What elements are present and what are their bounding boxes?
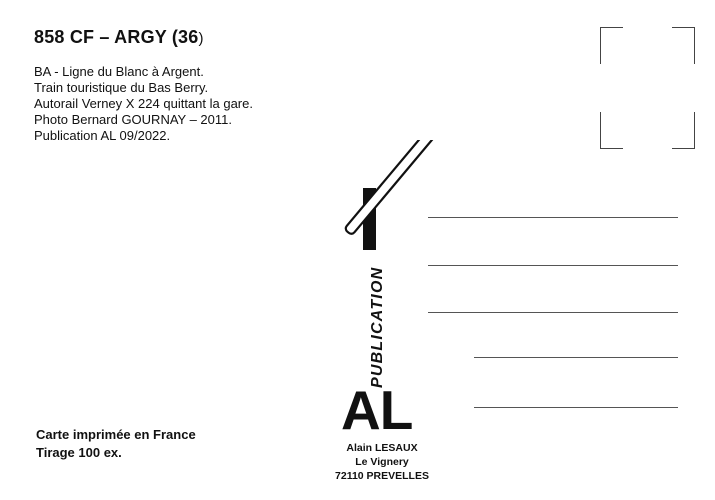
publisher-address	[318, 441, 446, 483]
stamp-placeholder	[600, 27, 695, 149]
description-line: BA - Ligne du Blanc à Argent.	[34, 64, 204, 79]
card-description	[34, 64, 253, 144]
logo-publication-word: PUBLICATION	[369, 266, 386, 388]
print-info	[36, 426, 196, 462]
address-line	[474, 407, 678, 408]
address-line	[474, 357, 678, 358]
description-line: Autorail Verney X 224 quittant la gare.	[34, 96, 253, 111]
stamp-corner-top-left	[600, 27, 623, 64]
publisher-name: Alain LESAUX	[346, 442, 418, 454]
card-title-paren: )	[198, 30, 204, 47]
description-line: Publication AL 09/2022.	[34, 128, 171, 143]
printed-in-france: Carte imprimée en France	[36, 427, 196, 442]
stamp-corner-top-right	[672, 27, 695, 64]
description-line: Photo Bernard GOURNAY – 2011.	[34, 112, 232, 127]
card-title-main: 858 CF – ARGY (36	[34, 27, 199, 47]
address-line	[428, 217, 678, 218]
match-stick-icon	[341, 140, 440, 238]
address-line	[428, 265, 678, 266]
logo-initials: AL	[341, 379, 413, 441]
address-line	[428, 312, 678, 313]
stamp-corner-bottom-left	[600, 112, 623, 149]
publisher-street: Le Vignery	[355, 456, 409, 468]
stamp-corner-bottom-right	[672, 112, 695, 149]
publisher-city: 72110 PREVELLES	[335, 470, 429, 482]
card-title	[34, 27, 204, 48]
description-line: Train touristique du Bas Berry.	[34, 80, 209, 95]
print-run: Tirage 100 ex.	[36, 445, 122, 460]
